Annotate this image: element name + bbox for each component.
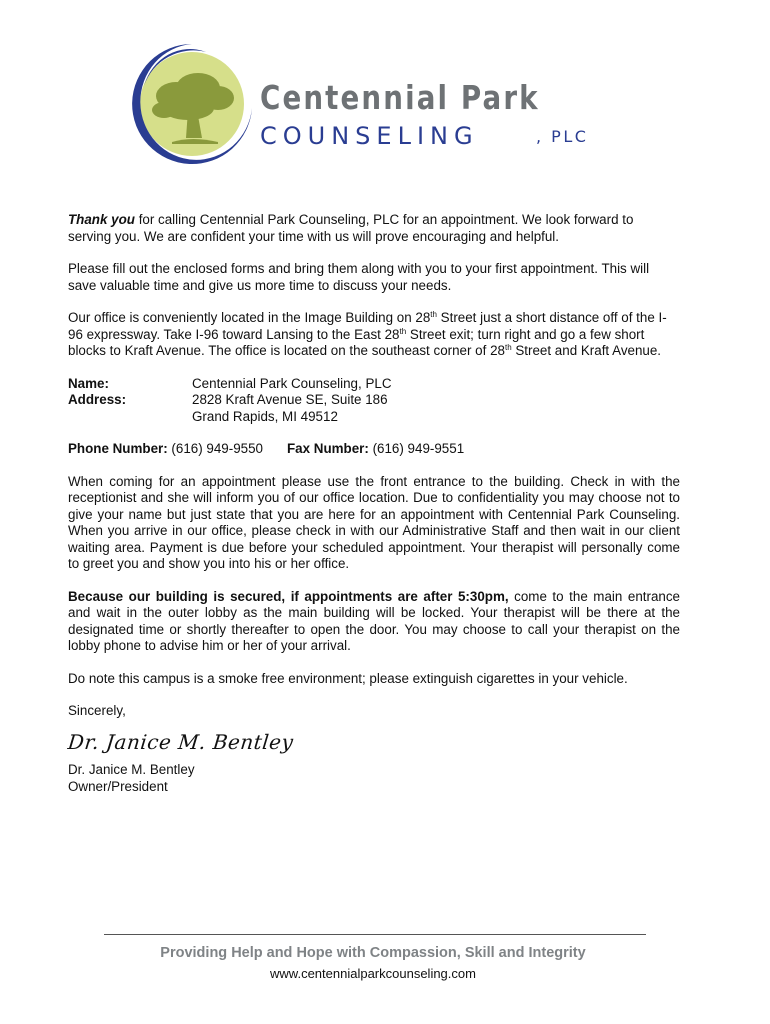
logo-name-centennial-park: Centennial Park <box>260 78 540 117</box>
logo-name-counseling: COUNSELING <box>260 122 479 150</box>
smoke-free-paragraph: Do note this campus is a smoke free environment; please extinguish cigarettes in your vehicle. <box>68 670 628 686</box>
address-line-2: Grand Rapids, MI 49512 <box>192 408 338 424</box>
contact-info <box>68 376 680 426</box>
signer-title: Owner/President <box>68 778 168 794</box>
footer-divider <box>104 934 646 935</box>
directions-paragraph <box>68 310 680 360</box>
directions-text-2: Street just a short distance off of the I-96 expressway. Take I-96 toward Lansing to the East 28 <box>68 310 667 342</box>
directions-text-4: Street and Kraft Avenue. <box>511 343 662 358</box>
footer-tagline: Providing Help and Hope with Compassion, Skill and Integrity <box>160 945 586 961</box>
logo-name-plc: , PLC <box>536 127 589 146</box>
name-label: Name: <box>68 375 109 391</box>
intro-paragraph <box>68 212 680 245</box>
intro-text: for calling Centennial Park Counseling, PLC for an appointment. We look forward to serving you. We are confident your time with us will prove encouraging and helpful. <box>68 212 634 244</box>
thank-you-lead: Thank you <box>68 212 135 227</box>
signer-name: Dr. Janice M. Bentley <box>68 762 195 777</box>
letter-body <box>68 212 680 795</box>
directions-text-3: Street exit; turn right and go a few short blocks to Kraft Avenue. The office is located on the southeast corner of 28 <box>68 326 645 358</box>
name-value: Centennial Park Counseling, PLC <box>192 375 392 391</box>
ordinal-suffix: th <box>504 343 512 352</box>
phone-fax-line <box>68 441 680 458</box>
closing: Sincerely, <box>68 703 126 718</box>
ordinal-suffix: th <box>399 326 407 336</box>
address-label: Address: <box>68 392 127 407</box>
phone-value: (616) 949-9550 <box>167 441 263 456</box>
company-logo <box>128 38 608 188</box>
security-paragraph <box>68 589 680 655</box>
arrival-paragraph: When coming for an appointment please use the front entrance to the building. Check in with the receptionist and she will inform you of our office location. Due to confidentiality you may choose not to give your name but just state that you are here for an appointment with Centennial Park Counseling. When you arrive in our office, please check in with our Administrative Staff and then wait in our client waiting area. Payment is due before your scheduled appointment. Your therapist will personally come to greet you and show you into his or her office. <box>68 473 680 571</box>
security-note-bold: Because our building is secured, if appointments are after 5:30pm, <box>68 588 509 604</box>
forms-paragraph: Please fill out the enclosed forms and bring them along with you to your first appointment. This will save valuable time and give us more time to discuss your needs. <box>68 261 650 293</box>
fax-label: Fax Number: <box>287 441 369 456</box>
tree-logo-icon <box>128 38 258 168</box>
security-note-text: come to the main entrance and wait in the outer lobby as the main building will be locked. Your therapist will be there at the designated time or shortly thereafter to open the door. You may choose to call your therapist on the lobby phone to advise him or her of your arrival. <box>68 588 680 653</box>
address-line-1: 2828 Kraft Avenue SE, Suite 186 <box>192 392 388 407</box>
ordinal-suffix: th <box>430 310 437 319</box>
footer-website-link[interactable]: www.centennialparkcounseling.com <box>270 966 476 981</box>
handwritten-signature: Dr. Janice M. Bentley <box>66 729 295 754</box>
directions-text-1: Our office is conveniently located in the Image Building on 28 <box>68 310 431 325</box>
phone-label: Phone Number: <box>68 441 168 456</box>
fax-value: (616) 949-9551 <box>368 441 465 456</box>
